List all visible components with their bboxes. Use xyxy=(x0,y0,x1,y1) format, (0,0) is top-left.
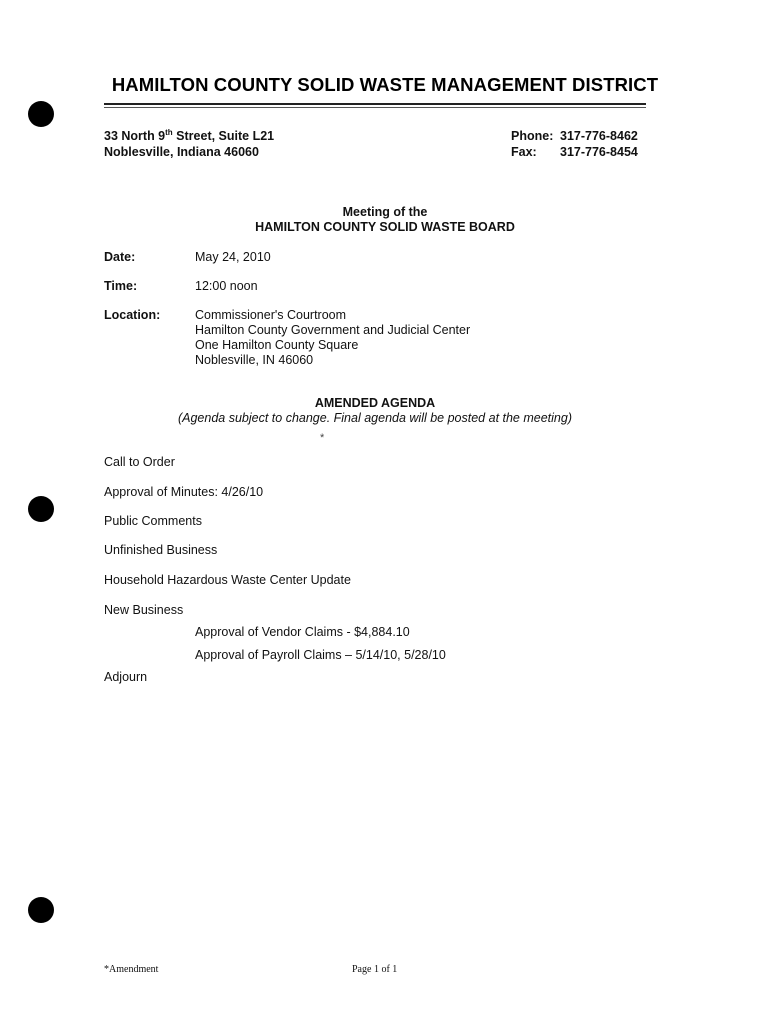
punch-hole-top xyxy=(28,101,54,127)
meeting-heading-line-1: Meeting of the xyxy=(342,205,428,219)
amendment-mark: * xyxy=(320,432,325,444)
meeting-heading-line-2: HAMILTON COUNTY SOLID WASTE BOARD xyxy=(255,220,515,234)
agenda-item-hazardous-waste-update: Household Hazardous Waste Center Update xyxy=(104,573,351,587)
subitem-payroll-claims: Approval of Payroll Claims – 5/14/10, 5/28/10 xyxy=(195,648,446,662)
fax-label: Fax: xyxy=(511,145,537,159)
agenda-item-public-comments: Public Comments xyxy=(104,514,202,528)
fax-value: 317-776-8454 xyxy=(560,145,638,159)
location-line: Hamilton County Government and Judicial Center xyxy=(195,323,471,337)
time-value: 12:00 noon xyxy=(195,279,258,293)
address-block xyxy=(104,128,274,160)
location-line: Noblesville, IN 46060 xyxy=(195,353,314,367)
header-rule-thick xyxy=(104,103,646,105)
organization-title: HAMILTON COUNTY SOLID WASTE MANAGEMENT DISTRICT xyxy=(111,74,659,95)
agenda-note: (Agenda subject to change. Final agenda will be posted at the meeting) xyxy=(177,411,572,425)
location-line: Commissioner's Courtroom xyxy=(195,308,347,322)
time-label: Time: xyxy=(104,279,138,293)
subitem-vendor-claims: Approval of Vendor Claims - $4,884.10 xyxy=(195,625,410,639)
agenda-item-unfinished-business: Unfinished Business xyxy=(104,543,218,557)
location-value xyxy=(195,308,470,368)
footer-page-number: Page 1 of 1 xyxy=(352,964,398,975)
agenda-item-call-to-order: Call to Order xyxy=(104,455,175,469)
phone-row xyxy=(511,128,638,144)
date-value: May 24, 2010 xyxy=(195,250,271,264)
footer-amendment-note: *Amendment xyxy=(104,964,159,975)
meeting-heading xyxy=(0,205,770,235)
agenda-title: AMENDED AGENDA xyxy=(314,396,436,410)
contact-block xyxy=(511,128,638,160)
agenda-item-approval-of-minutes: Approval of Minutes: 4/26/10 xyxy=(104,485,264,499)
punch-hole-bottom xyxy=(28,897,54,923)
location-label: Location: xyxy=(104,308,161,322)
agenda-item-new-business: New Business xyxy=(104,603,184,617)
address-line-2: Noblesville, Indiana 46060 xyxy=(104,145,259,159)
phone-label: Phone: xyxy=(511,129,554,143)
punch-hole-middle xyxy=(28,496,54,522)
address-line-1: 33 North 9th Street, Suite L21 xyxy=(104,127,275,143)
date-label: Date: xyxy=(104,250,136,264)
fax-row xyxy=(511,144,638,160)
header-rule-thin xyxy=(104,107,646,108)
location-line: One Hamilton County Square xyxy=(195,338,359,352)
phone-value: 317-776-8462 xyxy=(560,129,638,143)
agenda-item-adjourn: Adjourn xyxy=(104,670,148,684)
